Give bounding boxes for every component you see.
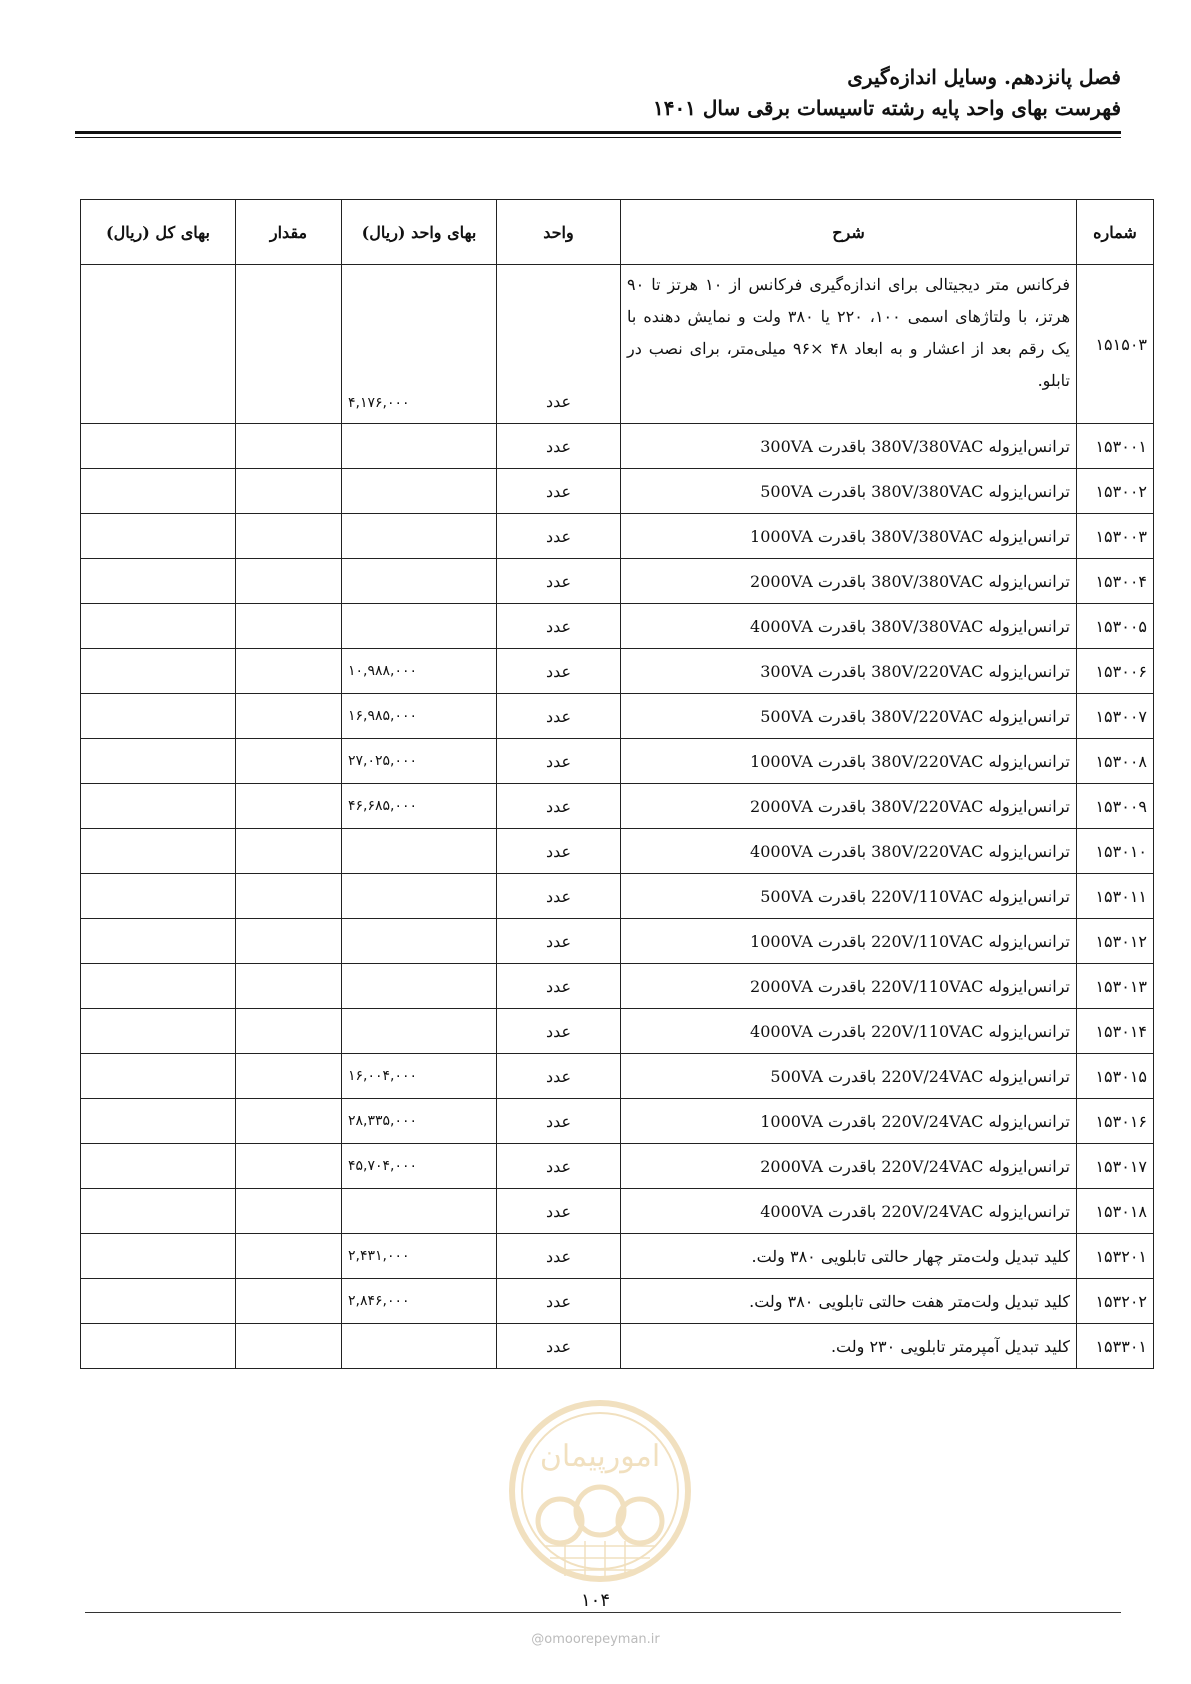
- table-row: [81, 1234, 1154, 1279]
- cell-quantity: [236, 649, 342, 694]
- cell-unit-price: ۲۸,۳۳۵,۰۰۰: [342, 1099, 497, 1144]
- cell-description: ترانس‌ایزوله 220V/110VAC باقدرت 4000VA: [621, 1009, 1077, 1054]
- cell-unit-price: [342, 604, 497, 649]
- cell-unit-price: ۱۰,۹۸۸,۰۰۰: [342, 649, 497, 694]
- cell-number: ۱۵۳۰۱۲: [1077, 919, 1154, 964]
- header-divider-thin: [75, 137, 1121, 138]
- table-row: [81, 559, 1154, 604]
- cell-quantity: [236, 694, 342, 739]
- table-row: [81, 1189, 1154, 1234]
- cell-unit: عدد: [497, 1099, 621, 1144]
- cell-total-price: [81, 469, 236, 514]
- cell-unit-price: [342, 964, 497, 1009]
- cell-quantity: [236, 874, 342, 919]
- cell-description: کلید تبدیل ولت‌متر هفت حالتی تابلویی ۳۸۰ ولت.: [621, 1279, 1077, 1324]
- cell-unit: عدد: [497, 265, 621, 424]
- cell-quantity: [236, 1054, 342, 1099]
- cell-quantity: [236, 1009, 342, 1054]
- cell-number: ۱۵۳۰۰۴: [1077, 559, 1154, 604]
- cell-number: ۱۵۳۰۰۹: [1077, 784, 1154, 829]
- table-row: [81, 1279, 1154, 1324]
- cell-unit: عدد: [497, 829, 621, 874]
- cell-number: ۱۵۳۲۰۲: [1077, 1279, 1154, 1324]
- cell-description: ترانس‌ایزوله 220V/110VAC باقدرت 2000VA: [621, 964, 1077, 1009]
- cell-unit-price: [342, 559, 497, 604]
- cell-unit: عدد: [497, 1324, 621, 1369]
- cell-description: ترانس‌ایزوله 380V/380VAC باقدرت 2000VA: [621, 559, 1077, 604]
- cell-number: ۱۵۳۳۰۱: [1077, 1324, 1154, 1369]
- cell-total-price: [81, 694, 236, 739]
- cell-description: ترانس‌ایزوله 220V/24VAC باقدرت 1000VA: [621, 1099, 1077, 1144]
- cell-description: ترانس‌ایزوله 380V/380VAC باقدرت 300VA: [621, 424, 1077, 469]
- cell-description: فرکانس متر دیجیتالی برای اندازه‌گیری فرکانس از ۱۰ هرتز تا ۹۰ هرتز، با ولتاژهای اسمی ۱۰۰، ۲۲۰ یا ۳۸۰ ولت و نمایش دهنده با یک رقم بعد از اعشار و به ابعاد ۴۸ ×۹۶ میلی‌متر، برای نصب در تابلو.: [621, 265, 1077, 424]
- column-header-description: شرح: [621, 200, 1077, 265]
- cell-unit: عدد: [497, 964, 621, 1009]
- cell-unit: عدد: [497, 1009, 621, 1054]
- table-row: [81, 919, 1154, 964]
- cell-description: ترانس‌ایزوله 380V/380VAC باقدرت 500VA: [621, 469, 1077, 514]
- cell-number: ۱۵۳۰۱۷: [1077, 1144, 1154, 1189]
- cell-unit-price: [342, 829, 497, 874]
- chapter-title: فصل پانزدهم. وسایل اندازه‌گیری: [847, 65, 1121, 89]
- cell-unit: عدد: [497, 469, 621, 514]
- table-row: [81, 649, 1154, 694]
- cell-total-price: [81, 514, 236, 559]
- page-header: [653, 62, 1121, 124]
- cell-description: ترانس‌ایزوله 380V/220VAC باقدرت 4000VA: [621, 829, 1077, 874]
- cell-quantity: [236, 1324, 342, 1369]
- cell-total-price: [81, 739, 236, 784]
- column-header-total-price: بهای کل (ریال): [81, 200, 236, 265]
- cell-quantity: [236, 1099, 342, 1144]
- cell-quantity: [236, 604, 342, 649]
- cell-total-price: [81, 1324, 236, 1369]
- cell-unit-price: [342, 1009, 497, 1054]
- cell-quantity: [236, 469, 342, 514]
- table-row: [81, 874, 1154, 919]
- cell-unit: عدد: [497, 514, 621, 559]
- cell-description: ترانس‌ایزوله 380V/380VAC باقدرت 4000VA: [621, 604, 1077, 649]
- cell-unit-price: [342, 1324, 497, 1369]
- cell-unit: عدد: [497, 1279, 621, 1324]
- cell-description: ترانس‌ایزوله 220V/24VAC باقدرت 500VA: [621, 1054, 1077, 1099]
- page-number: ۱۰۴: [580, 1590, 610, 1611]
- cell-description: ترانس‌ایزوله 220V/24VAC باقدرت 4000VA: [621, 1189, 1077, 1234]
- table-row: [81, 469, 1154, 514]
- cell-unit: عدد: [497, 919, 621, 964]
- cell-unit: عدد: [497, 784, 621, 829]
- watermark-text: @omoorepeyman.ir: [531, 1632, 660, 1647]
- cell-quantity: [236, 1189, 342, 1234]
- footer-divider: [85, 1612, 1121, 1613]
- cell-unit-price: ۲۷,۰۲۵,۰۰۰: [342, 739, 497, 784]
- cell-unit: عدد: [497, 694, 621, 739]
- cell-quantity: [236, 424, 342, 469]
- cell-number: ۱۵۳۰۱۴: [1077, 1009, 1154, 1054]
- table-row: [81, 784, 1154, 829]
- cell-quantity: [236, 1279, 342, 1324]
- cell-total-price: [81, 649, 236, 694]
- cell-unit: عدد: [497, 424, 621, 469]
- cell-unit: عدد: [497, 739, 621, 784]
- cell-total-price: [81, 1279, 236, 1324]
- cell-quantity: [236, 739, 342, 784]
- cell-description: ترانس‌ایزوله 220V/110VAC باقدرت 500VA: [621, 874, 1077, 919]
- cell-description: ترانس‌ایزوله 380V/220VAC باقدرت 300VA: [621, 649, 1077, 694]
- cell-total-price: [81, 1144, 236, 1189]
- table-body: [81, 265, 1154, 1369]
- table-row: [81, 1099, 1154, 1144]
- cell-description: کلید تبدیل ولت‌متر چهار حالتی تابلویی ۳۸۰ ولت.: [621, 1234, 1077, 1279]
- table-header-row: [81, 200, 1154, 265]
- cell-quantity: [236, 784, 342, 829]
- cell-total-price: [81, 919, 236, 964]
- cell-unit: عدد: [497, 1144, 621, 1189]
- cell-total-price: [81, 559, 236, 604]
- cell-unit-price: ۲,۴۳۱,۰۰۰: [342, 1234, 497, 1279]
- cell-number: ۱۵۳۰۱۰: [1077, 829, 1154, 874]
- cell-unit: عدد: [497, 1054, 621, 1099]
- cell-unit: عدد: [497, 604, 621, 649]
- cell-total-price: [81, 1054, 236, 1099]
- cell-quantity: [236, 919, 342, 964]
- cell-unit-price: [342, 469, 497, 514]
- cell-number: ۱۵۳۰۱۵: [1077, 1054, 1154, 1099]
- cell-unit-price: [342, 424, 497, 469]
- cell-unit: عدد: [497, 1234, 621, 1279]
- column-header-unit: واحد: [497, 200, 621, 265]
- cell-total-price: [81, 1189, 236, 1234]
- watermark-logo: [505, 1396, 695, 1596]
- table-row: [81, 1144, 1154, 1189]
- cell-total-price: [81, 964, 236, 1009]
- column-header-unit-price: بهای واحد (ریال): [342, 200, 497, 265]
- table-row: [81, 424, 1154, 469]
- table-row: [81, 265, 1154, 424]
- cell-number: ۱۵۳۰۱۶: [1077, 1099, 1154, 1144]
- cell-number: ۱۵۳۰۰۶: [1077, 649, 1154, 694]
- table-row: [81, 964, 1154, 1009]
- cell-quantity: [236, 964, 342, 1009]
- cell-number: ۱۵۳۰۱۱: [1077, 874, 1154, 919]
- cell-quantity: [236, 514, 342, 559]
- cell-description: ترانس‌ایزوله 220V/110VAC باقدرت 1000VA: [621, 919, 1077, 964]
- cell-unit-price: ۲,۸۴۶,۰۰۰: [342, 1279, 497, 1324]
- cell-number: ۱۵۱۵۰۳: [1077, 265, 1154, 424]
- cell-unit: عدد: [497, 559, 621, 604]
- cell-total-price: [81, 784, 236, 829]
- cell-description: ترانس‌ایزوله 380V/220VAC باقدرت 500VA: [621, 694, 1077, 739]
- cell-unit: عدد: [497, 649, 621, 694]
- column-header-quantity: مقدار: [236, 200, 342, 265]
- header-divider-thick: [75, 131, 1121, 134]
- document-subtitle: فهرست بهای واحد پایه رشته تاسیسات برقی سال ۱۴۰۱: [652, 96, 1121, 120]
- cell-description: ترانس‌ایزوله 380V/220VAC باقدرت 2000VA: [621, 784, 1077, 829]
- cell-quantity: [236, 1234, 342, 1279]
- cell-total-price: [81, 1009, 236, 1054]
- table-row: [81, 514, 1154, 559]
- cell-quantity: [236, 559, 342, 604]
- cell-total-price: [81, 604, 236, 649]
- cell-total-price: [81, 1099, 236, 1144]
- table-row: [81, 1324, 1154, 1369]
- column-header-number: شماره: [1077, 200, 1154, 265]
- cell-description: کلید تبدیل آمپرمتر تابلویی ۲۳۰ ولت.: [621, 1324, 1077, 1369]
- cell-unit: عدد: [497, 874, 621, 919]
- table-row: [81, 604, 1154, 649]
- cell-unit-price: [342, 874, 497, 919]
- table-row: [81, 829, 1154, 874]
- cell-number: ۱۵۳۰۰۲: [1077, 469, 1154, 514]
- table-row: [81, 1054, 1154, 1099]
- cell-unit-price: ۴۶,۶۸۵,۰۰۰: [342, 784, 497, 829]
- cell-description: ترانس‌ایزوله 220V/24VAC باقدرت 2000VA: [621, 1144, 1077, 1189]
- cell-unit-price: ۴,۱۷۶,۰۰۰: [342, 265, 497, 424]
- cell-quantity: [236, 829, 342, 874]
- cell-unit-price: ۴۵,۷۰۴,۰۰۰: [342, 1144, 497, 1189]
- cell-unit-price: ۱۶,۹۸۵,۰۰۰: [342, 694, 497, 739]
- cell-number: ۱۵۳۰۰۳: [1077, 514, 1154, 559]
- cell-number: ۱۵۳۰۰۸: [1077, 739, 1154, 784]
- cell-quantity: [236, 1144, 342, 1189]
- table-row: [81, 1009, 1154, 1054]
- cell-number: ۱۵۳۲۰۱: [1077, 1234, 1154, 1279]
- cell-unit: عدد: [497, 1189, 621, 1234]
- cell-description: ترانس‌ایزوله 380V/380VAC باقدرت 1000VA: [621, 514, 1077, 559]
- cell-total-price: [81, 874, 236, 919]
- price-list-table: [80, 199, 1154, 1369]
- table-row: [81, 694, 1154, 739]
- watermark-logo-text: امورپیمان: [539, 1439, 661, 1474]
- cell-total-price: [81, 1234, 236, 1279]
- table-row: [81, 739, 1154, 784]
- cell-total-price: [81, 424, 236, 469]
- cell-number: ۱۵۳۰۱۳: [1077, 964, 1154, 1009]
- cell-total-price: [81, 265, 236, 424]
- cell-number: ۱۵۳۰۰۷: [1077, 694, 1154, 739]
- cell-total-price: [81, 829, 236, 874]
- cell-description: ترانس‌ایزوله 380V/220VAC باقدرت 1000VA: [621, 739, 1077, 784]
- cell-unit-price: [342, 919, 497, 964]
- cell-number: ۱۵۳۰۱۸: [1077, 1189, 1154, 1234]
- cell-quantity: [236, 265, 342, 424]
- cell-unit-price: ۱۶,۰۰۴,۰۰۰: [342, 1054, 497, 1099]
- cell-unit-price: [342, 1189, 497, 1234]
- cell-number: ۱۵۳۰۰۵: [1077, 604, 1154, 649]
- cell-number: ۱۵۳۰۰۱: [1077, 424, 1154, 469]
- cell-unit-price: [342, 514, 497, 559]
